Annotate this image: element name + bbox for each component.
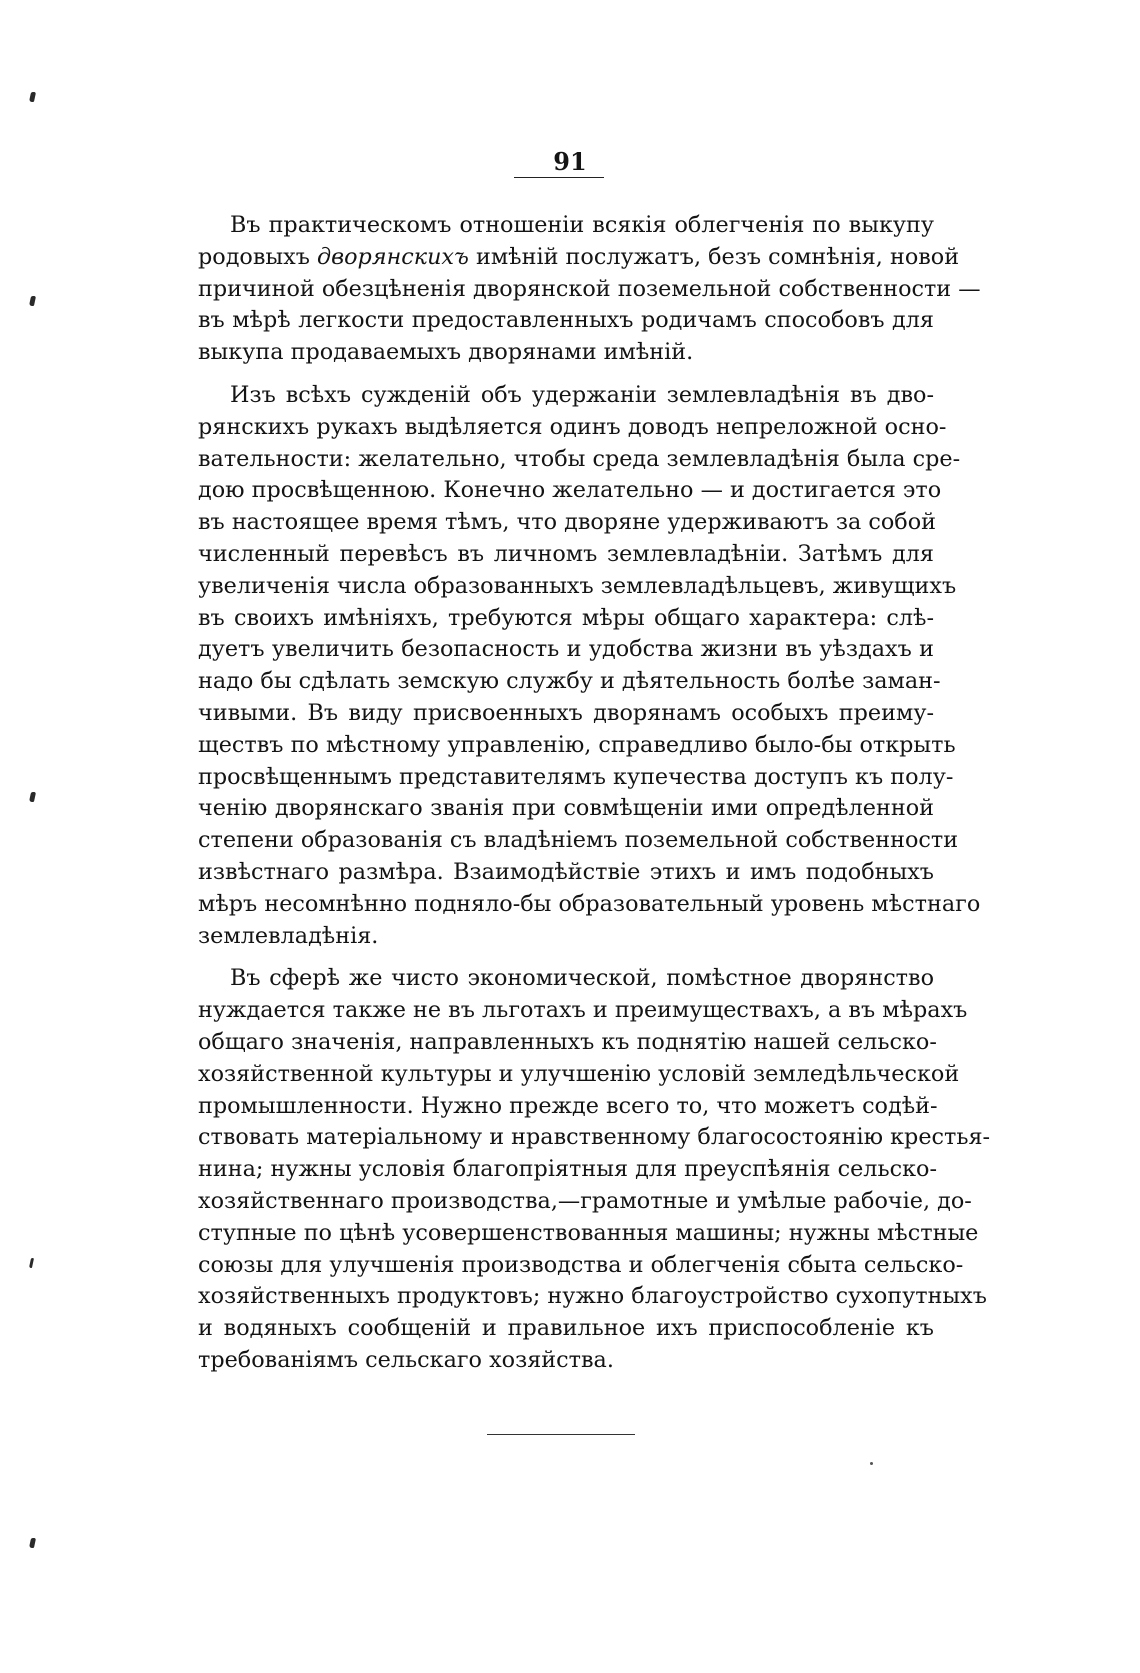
text-line: увеличенія числа образованныхъ землевладѣльцевъ, живущихъ	[198, 572, 957, 599]
text-line: дуетъ увеличить безопасность и удобства жизни въ уѣздахъ и	[198, 636, 934, 663]
text-line: промышленности. Нужно прежде всего то, что можетъ содѣй-	[198, 1092, 938, 1119]
scan-mark	[29, 1258, 34, 1268]
text-line: Въ сферѣ же чисто экономической, помѣстное дворянство	[230, 965, 934, 992]
text-line: и водяныхъ сообщеній и правильное ихъ приспособленіе къ	[198, 1315, 934, 1342]
text-fragment: родовыхъ	[198, 243, 310, 270]
text-line: выкупа продаваемыхъ дворянами имѣній.	[198, 339, 694, 366]
text-line: землевладѣнія.	[198, 922, 379, 949]
text-line: Изъ всѣхъ сужденій объ удержаніи землевладѣнія въ дво-	[230, 381, 934, 408]
text-line: въ настоящее время тѣмъ, что дворяне удерживаютъ за собой	[198, 509, 936, 536]
page-number-rule	[514, 177, 604, 178]
paragraph	[198, 963, 991, 1376]
text-line: степени образованія съ владѣніемъ поземельной собственности	[198, 827, 959, 854]
text-line: общаго значенія, направленныхъ къ поднятію нашей сельско-	[198, 1028, 937, 1055]
text-line: рянскихъ рукахъ выдѣляется одинъ доводъ непреложной осно-	[198, 413, 947, 440]
text-line: надо бы сдѣлать земскую службу и дѣятельность болѣе заман-	[198, 668, 941, 695]
scan-mark	[29, 92, 36, 102]
text-line: вательности: желательно, чтобы среда землевладѣнія была сре-	[198, 445, 961, 472]
body-text	[198, 210, 991, 1377]
text-line: союзы для улучшенія производства и облегченія сбыта сельско-	[198, 1251, 964, 1278]
scan-mark	[29, 296, 36, 306]
text-line: чивыми. Въ виду присвоенныхъ дворянамъ особыхъ преиму-	[198, 699, 934, 726]
text-line: ченію дворянскаго званія при совмѣщеніи ими опредѣленной	[198, 795, 934, 822]
scan-mark	[29, 1538, 36, 1548]
emphasis-word: дворянскихъ	[317, 243, 469, 270]
text-line: въ своихъ имѣніяхъ, требуются мѣры общаго характера: слѣ-	[198, 604, 934, 631]
text-line: требованіямъ сельскаго хозяйства.	[198, 1346, 614, 1373]
text-line: хозяйственныхъ продуктовъ; нужно благоустройство сухопутныхъ	[198, 1283, 987, 1310]
text-line: ствовать матеріальному и нравственному благосостоянію крестья-	[198, 1124, 991, 1151]
end-rule	[487, 1434, 635, 1435]
text-line: Въ практическомъ отношеніи всякія облегченія по выкупу	[230, 212, 934, 238]
text-line: ществъ по мѣстному управленію, справедливо было-бы открыть	[198, 731, 956, 758]
text-line: въ мѣрѣ легкости предоставленныхъ родичамъ способовъ для	[198, 307, 934, 334]
text-line: просвѣщеннымъ представителямъ купечества доступъ къ полу-	[198, 763, 954, 790]
page-number: 91	[553, 147, 587, 176]
text-fragment: имѣній послужатъ, безъ сомнѣнія, новой	[475, 243, 960, 270]
text-line: нуждается также не въ льготахъ и преимуществахъ, а въ мѣрахъ	[198, 997, 968, 1024]
text-line: нина; нужны условія благопріятныя для преуспѣянія сельско-	[198, 1156, 937, 1183]
text-line	[198, 242, 960, 274]
scan-speck	[870, 1462, 873, 1465]
text-line: дою просвѣщенною. Конечно желательно — и достигается это	[198, 477, 942, 504]
scan-mark	[29, 792, 36, 802]
paragraph	[198, 380, 981, 952]
text-line: мѣръ несомнѣнно подняло-бы образовательный уровень мѣстнаго	[198, 890, 981, 917]
text-line: численный перевѣсъ въ личномъ землевладѣніи. Затѣмъ для	[198, 540, 934, 567]
text-line: хозяйственной культуры и улучшенію условій земледѣльческой	[198, 1060, 960, 1087]
paragraph	[198, 210, 981, 369]
text-line: извѣстнаго размѣра. Взаимодѣйствіе этихъ и имъ подобныхъ	[198, 858, 934, 885]
text-line: ступные по цѣнѣ усовершенствованныя машины; нужны мѣстные	[198, 1219, 979, 1246]
text-line: причиной обезцѣненія дворянской поземельной собственности —	[198, 275, 981, 302]
text-line: хозяйственнаго производства,—грамотные и умѣлые рабочіе, до-	[198, 1187, 972, 1214]
